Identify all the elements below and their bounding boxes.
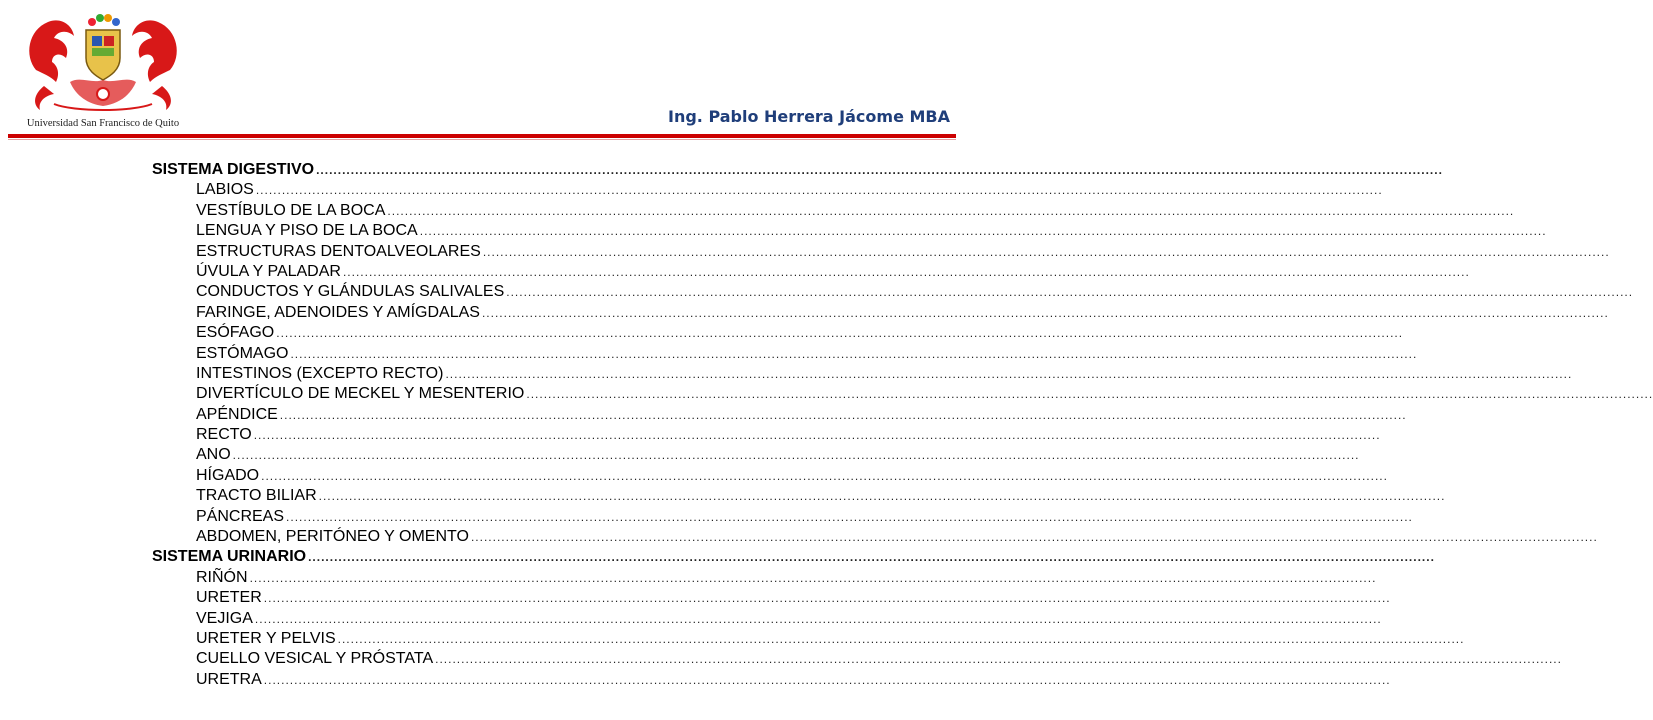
toc-entry	[152, 323, 1404, 343]
toc-entry	[152, 242, 1610, 262]
toc-entry	[152, 364, 1573, 384]
toc-entry	[152, 527, 1598, 547]
toc-entry-label: RIÑÓN	[196, 568, 248, 586]
toc-entry-label: ESTRUCTURAS DENTOALVEOLARES	[196, 242, 481, 260]
toc-entry	[152, 405, 1407, 425]
dot-leader: ....................................................................................................................................................................................................................................................................	[263, 672, 1391, 687]
toc-entry-label: URETER	[196, 589, 262, 607]
dot-leader: ....................................................................................................................................................................................................................................................................	[318, 489, 1446, 504]
dot-leader: ....................................................................................................................................................................................................................................................................	[249, 570, 1377, 585]
toc-entry-label: INTESTINOS (EXCEPTO RECTO)	[196, 364, 444, 382]
toc-entry-label: ESÓFAGO	[196, 324, 275, 342]
toc-entry	[152, 221, 1547, 241]
dot-leader: ....................................................................................................................................................................................................................................................................	[232, 448, 1360, 463]
toc-entry	[152, 507, 1413, 527]
dot-leader: ....................................................................................................................................................................................................................................................................	[308, 550, 1435, 565]
toc-entry	[152, 649, 1562, 669]
toc-entry-label: RECTO	[196, 426, 252, 444]
toc-entry-label: ANO	[196, 446, 231, 464]
header-divider-thin	[8, 139, 956, 140]
toc-entry	[152, 180, 1383, 200]
dot-leader: ....................................................................................................................................................................................................................................................................	[254, 611, 1382, 626]
toc-entry-label: ABDOMEN, PERITÓNEO Y OMENTO	[196, 528, 469, 546]
toc-entry	[152, 201, 1515, 221]
toc-entry-label: CONDUCTOS Y GLÁNDULAS SALIVALES	[196, 283, 505, 301]
toc-entry	[152, 486, 1446, 506]
toc-entry-label: URETRA	[196, 670, 262, 688]
dot-leader: ....................................................................................................................................................................................................................................................................	[445, 366, 1573, 381]
toc-entry	[152, 344, 1418, 364]
toc-entry-label: APÉNDICE	[196, 405, 278, 423]
toc-entry-label: LABIOS	[196, 181, 254, 199]
usfq-dragons-crest-icon	[14, 8, 192, 118]
toc-entry-label: URETER Y PELVIS	[196, 629, 336, 647]
header-divider	[8, 134, 956, 138]
toc-entry-label: PÁNCREAS	[196, 507, 285, 525]
dot-leader: ....................................................................................................................................................................................................................................................................	[470, 530, 1598, 545]
toc-section-title: SISTEMA DIGESTIVO	[152, 161, 315, 178]
toc-entry	[152, 466, 1388, 486]
dot-leader: ....................................................................................................................................................................................................................................................................	[290, 346, 1418, 361]
dot-leader: ....................................................................................................................................................................................................................................................................	[435, 652, 1562, 667]
toc-entry-label: LENGUA Y PISO DE LA BOCA	[196, 222, 418, 240]
university-name: Universidad San Francisco de Quito	[26, 118, 180, 129]
dot-leader: ....................................................................................................................................................................................................................................................................	[419, 224, 1547, 239]
dot-leader: ....................................................................................................................................................................................................................................................................	[316, 163, 1443, 177]
toc-entry	[152, 384, 1653, 404]
university-logo	[14, 8, 192, 136]
dot-leader: ....................................................................................................................................................................................................................................................................	[342, 264, 1470, 279]
toc-entry	[152, 568, 1377, 588]
dot-leader: ....................................................................................................................................................................................................................................................................	[279, 407, 1407, 422]
dot-leader: ....................................................................................................................................................................................................................................................................	[253, 428, 1381, 443]
toc-entry	[152, 670, 1391, 690]
toc-entry-label: VEJIGA	[196, 609, 253, 627]
toc-entry	[152, 262, 1470, 282]
toc-section-heading	[152, 160, 1443, 180]
toc-section-heading	[152, 547, 1435, 567]
toc-entry-label: FARINGE, ADENOIDES Y AMÍGDALAS	[196, 303, 480, 321]
toc-entry-label: DIVERTÍCULO DE MECKEL Y MESENTERIO	[196, 385, 525, 403]
dot-leader: ....................................................................................................................................................................................................................................................................	[276, 326, 1404, 341]
toc-entry-label: VESTÍBULO DE LA BOCA	[196, 201, 386, 219]
author-name: Ing. Pablo Herrera Jácome MBA	[668, 107, 950, 126]
toc-entry	[152, 588, 1391, 608]
dot-leader: ....................................................................................................................................................................................................................................................................	[387, 203, 1515, 218]
dot-leader: ....................................................................................................................................................................................................................................................................	[337, 631, 1465, 646]
dot-leader: ....................................................................................................................................................................................................................................................................	[286, 509, 1413, 524]
toc-entry-label: ÚVULA Y PALADAR	[196, 262, 341, 280]
dot-leader: ....................................................................................................................................................................................................................................................................	[526, 387, 1653, 402]
toc-entry	[152, 629, 1465, 649]
toc-entry	[152, 425, 1381, 445]
toc-entry-label: HÍGADO	[196, 466, 260, 484]
toc-entry-label: CUELLO VESICAL Y PRÓSTATA	[196, 650, 434, 668]
toc-entry-label: ESTÓMAGO	[196, 344, 289, 362]
toc-entry	[152, 303, 1609, 323]
dot-leader: ....................................................................................................................................................................................................................................................................	[261, 468, 1388, 483]
dot-leader: ....................................................................................................................................................................................................................................................................	[263, 591, 1391, 606]
toc-entry-label: TRACTO BILIAR	[196, 487, 317, 505]
dot-leader: ....................................................................................................................................................................................................................................................................	[506, 285, 1634, 300]
dot-leader: ....................................................................................................................................................................................................................................................................	[481, 305, 1609, 320]
table-of-contents	[152, 160, 1653, 690]
toc-section-title: SISTEMA URINARIO	[152, 548, 307, 566]
dot-leader: ....................................................................................................................................................................................................................................................................	[255, 183, 1383, 198]
toc-entry	[152, 609, 1382, 629]
toc-entry	[152, 445, 1360, 465]
dot-leader: ....................................................................................................................................................................................................................................................................	[482, 244, 1610, 259]
toc-entry	[152, 282, 1634, 302]
